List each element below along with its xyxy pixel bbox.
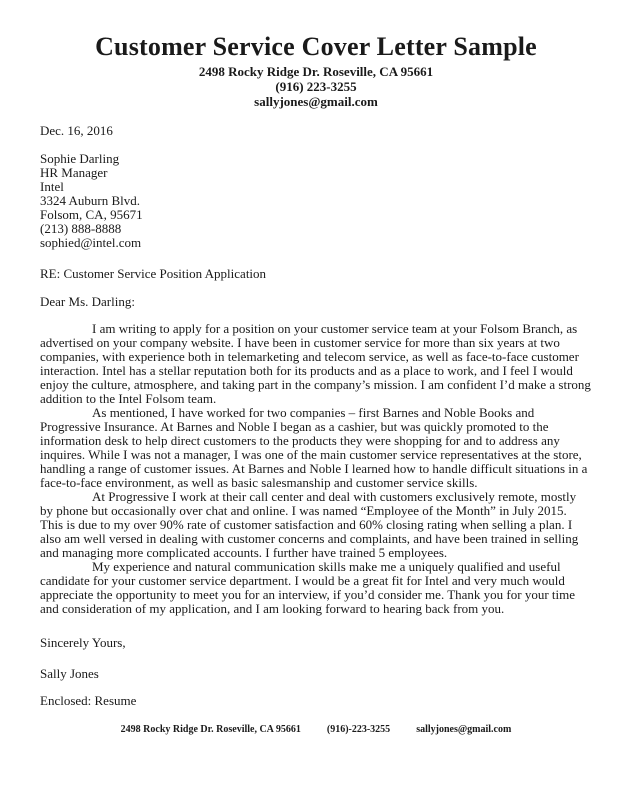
letter-body	[40, 322, 592, 616]
header-email: sallyjones@gmail.com	[254, 94, 378, 109]
footer-phone: (916)-223-3255	[326, 724, 391, 735]
header-phone: (916) 223-3255	[275, 79, 357, 94]
recipient-job-title: HR Manager	[40, 165, 108, 180]
recipient-email: sophied@intel.com	[40, 235, 142, 250]
page-title: Customer Service Cover Letter Sample	[95, 32, 537, 61]
re-line: RE: Customer Service Position Application	[40, 266, 267, 281]
header-address: 2498 Rocky Ridge Dr. Roseville, CA 95661	[198, 64, 434, 79]
footer-email: sallyjones@gmail.com	[416, 724, 512, 735]
recipient-phone: (213) 888-8888	[40, 221, 122, 236]
recipient-name: Sophie Darling	[40, 151, 120, 166]
footer	[40, 724, 592, 736]
body-paragraph: I am writing to apply for a position on your customer service team at your Folsom Branch, as advertised on your company website. I have been in customer service for more than six years at two companies, with experience both in telemarketing and telecom service, as well as face-to-face customer interaction. Intel has a stellar reputation both for its products and as a place to work, and I feel I would enjoy the culture, atmosphere, and taking part in the company’s mission. I am confident I’d make a strong addition to the Intel Folsom team.	[40, 321, 591, 406]
header-contact-block	[40, 64, 592, 109]
recipient-city: Folsom, CA, 95671	[40, 207, 143, 222]
salutation: Dear Ms. Darling:	[40, 294, 135, 309]
date-line: Dec. 16, 2016	[40, 123, 113, 138]
footer-address: 2498 Rocky Ridge Dr. Roseville, CA 95661	[120, 724, 301, 735]
body-paragraph: My experience and natural communication skills make me a uniquely qualified and useful candidate for your customer service department. I would be a great fit for Intel and very much would appreciate the opportunity to meet you for an interview, if you’d consider me. Thank you for your time and consideration of my application, and I am looking forward to hearing back from you.	[40, 559, 576, 616]
body-paragraph: As mentioned, I have worked for two companies – first Barnes and Noble Books and Progressive Insurance. At Barnes and Noble I began as a cashier, but was quickly promoted to the information desk to help direct customers to the products they were shopping for and to address any inquires. While I was not a manager, I was one of the main customer service representatives at the store, handling a range of customer issues. At Barnes and Noble I learned how to handle difficult situations in a face-to-face environment, as well as basic salesmanship and customer service skills.	[40, 405, 588, 490]
enclosure-line: Enclosed: Resume	[40, 693, 137, 708]
signature-name: Sally Jones	[40, 666, 99, 681]
recipient-street: 3324 Auburn Blvd.	[40, 193, 141, 208]
recipient-company: Intel	[40, 179, 64, 194]
body-paragraph: At Progressive I work at their call center and deal with customers exclusively remote, mostly by phone but occasionally over chat and online. I was named “Employee of the Month” in July 2015. This is due to my over 90% rate of customer satisfaction and 60% closing rating when selling a plan. I also am well versed in dealing with customer concerns and complaints, and have been trained in selling and managing more complicated accounts. I further have trained 5 employees.	[40, 489, 579, 560]
recipient-block	[40, 152, 592, 250]
closing-line: Sincerely Yours,	[40, 635, 126, 650]
